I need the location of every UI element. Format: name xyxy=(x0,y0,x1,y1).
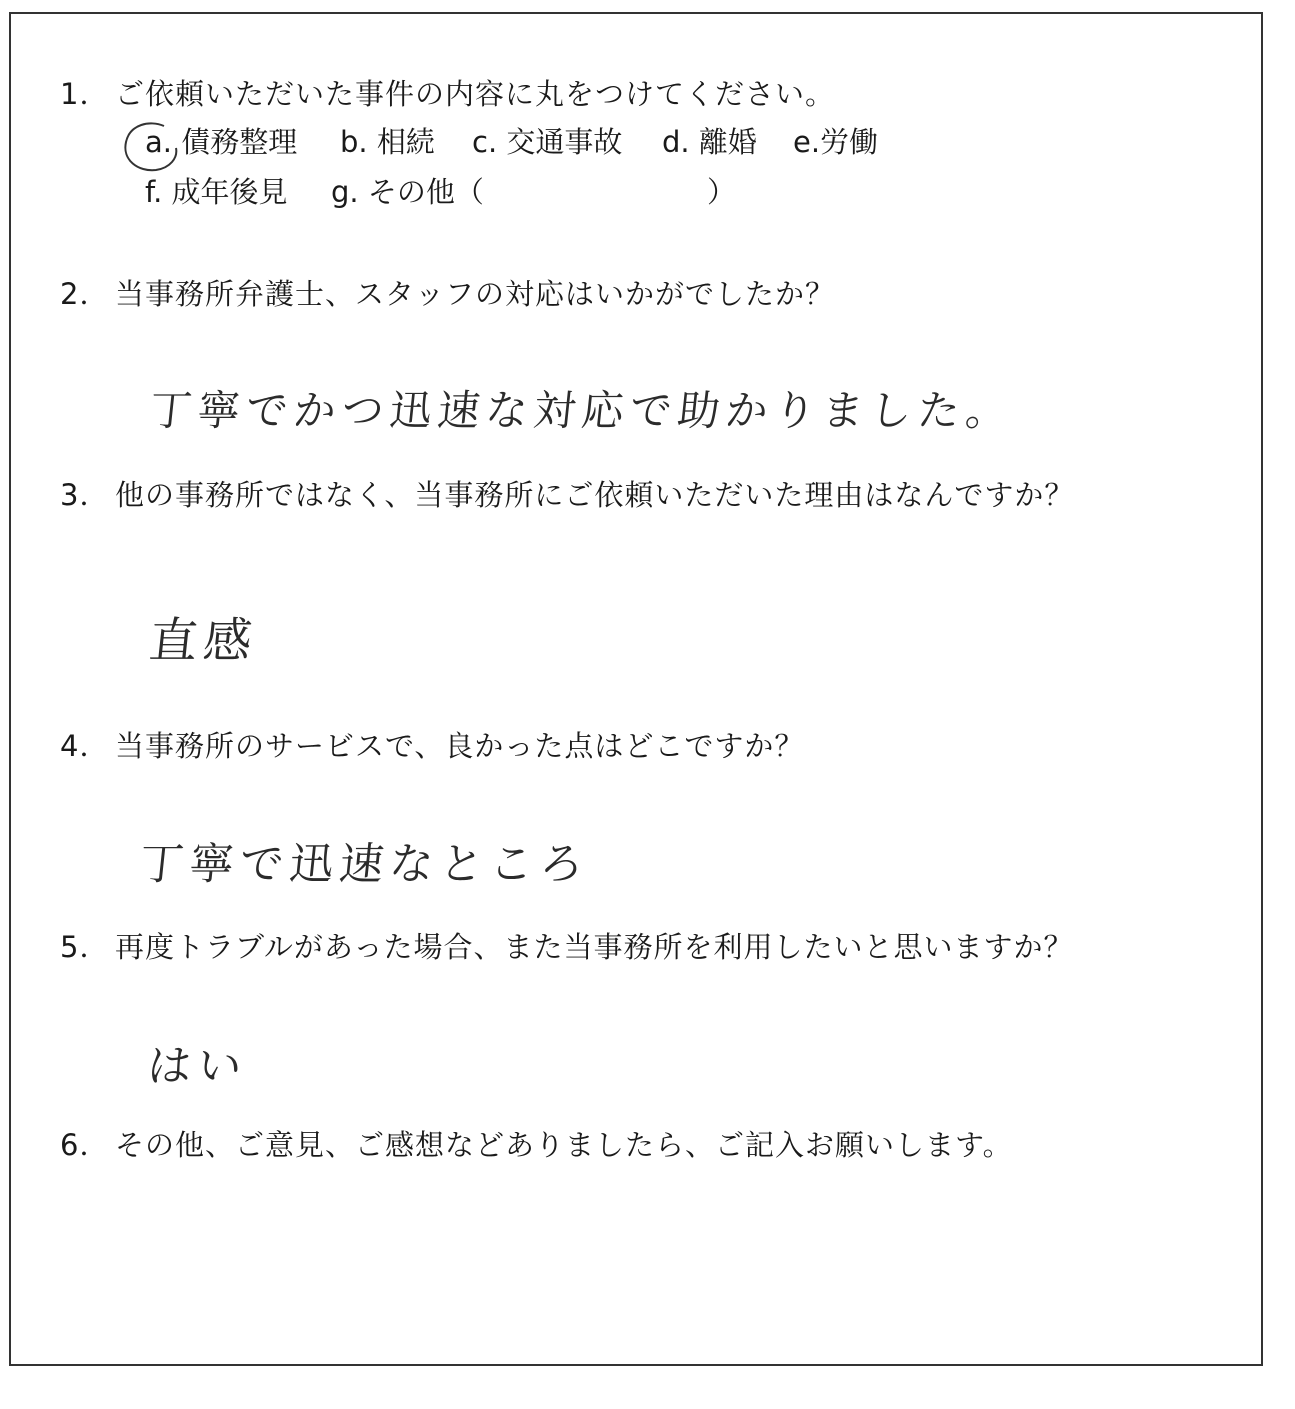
question-1-number: 1． xyxy=(60,77,110,111)
question-5-number: 5． xyxy=(60,930,110,964)
option-e[interactable]: e.労働 xyxy=(793,125,879,159)
option-g-close-paren: ） xyxy=(707,175,737,209)
option-f[interactable]: f. 成年後見 xyxy=(145,175,288,209)
answer-2-handwritten: 丁寧でかつ迅速な対応で助かりました。 xyxy=(147,386,1017,435)
answer-3-handwritten: 直感 xyxy=(146,613,261,669)
option-d[interactable]: d. 離婚 xyxy=(662,125,757,159)
question-5-text: 再度トラブルがあった場合、また当事務所を利用したいと思いますか？ xyxy=(115,930,1074,964)
question-3-text: 他の事務所ではなく、当事務所にご依頼いただいた理由はなんですか？ xyxy=(115,478,1075,512)
question-5 xyxy=(60,927,1074,967)
question-4-text: 当事務所のサービスで、良かった点はどこですか？ xyxy=(115,729,805,763)
question-6 xyxy=(60,1125,1013,1165)
question-1 xyxy=(60,74,835,114)
option-b[interactable]: b. 相続 xyxy=(340,125,435,159)
answer-4-handwritten: 丁寧で迅速なところ xyxy=(136,839,593,890)
answer-5-handwritten: はい xyxy=(144,1041,251,1092)
question-6-text: その他、ご意見、ご感想などありましたら、ご記入お願いします。 xyxy=(115,1128,1013,1162)
question-4 xyxy=(60,726,804,766)
option-c[interactable]: c. 交通事故 xyxy=(472,125,623,159)
question-3-number: 3． xyxy=(60,478,110,512)
question-2 xyxy=(60,274,835,314)
option-g[interactable]: g. その他（ xyxy=(331,175,484,209)
question-4-number: 4． xyxy=(60,729,110,763)
option-a[interactable]: a. 債務整理 xyxy=(145,125,298,159)
question-6-number: 6． xyxy=(60,1128,110,1162)
question-2-number: 2． xyxy=(60,277,110,311)
question-2-text: 当事務所弁護士、スタッフの対応はいかがでしたか？ xyxy=(115,277,836,311)
question-1-text: ご依頼いただいた事件の内容に丸をつけてください。 xyxy=(115,77,836,111)
question-3 xyxy=(60,475,1074,515)
